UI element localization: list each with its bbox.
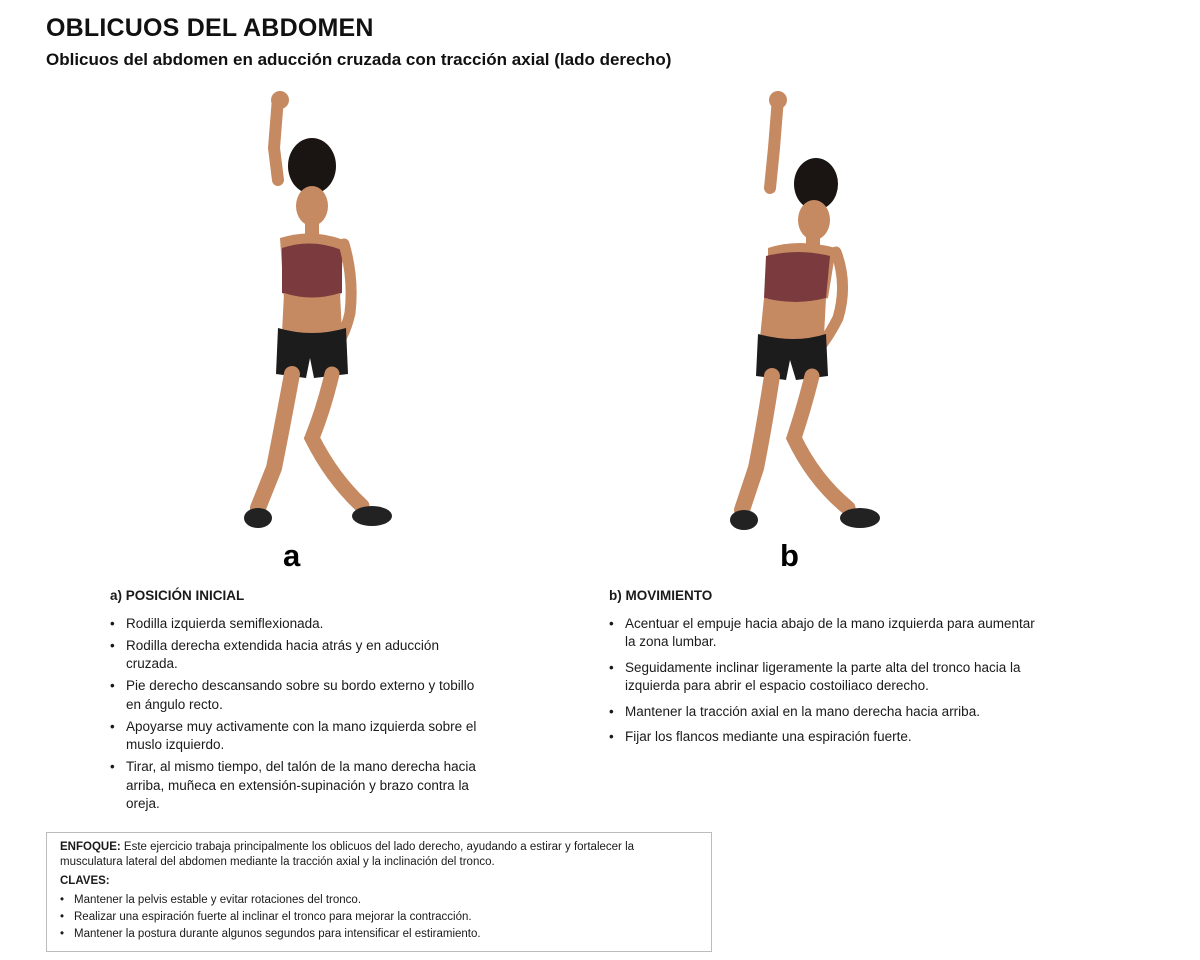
instruction-list	[110, 615, 490, 814]
list-item: • Seguidamente inclinar ligeramente la parte alta del tronco hacia la izquierda para abrir el espacio costoiliaco derecho.	[609, 659, 1039, 696]
list-item: • Mantener la postura durante algunos segundos para intensificar el estiramiento.	[60, 927, 698, 942]
list-item: • Fijar los flancos mediante una espiración fuerte.	[609, 728, 1039, 747]
list-item: • Pie derecho descansando sobre su bordo externo y tobillo en ángulo recto.	[110, 677, 490, 714]
keys-list	[60, 893, 698, 942]
focus-text: Este ejercicio trabaja principalmente los oblicuos del lado derecho, ayudando a estirar y fortalecer la musculatura lateral del abdomen mediante la tracción axial y la inclinación del tronco.	[60, 841, 635, 868]
keys-label: CLAVES:	[60, 875, 110, 887]
list-item: • Mantener la pelvis estable y evitar rotaciones del tronco.	[60, 893, 698, 908]
focus-label: ENFOQUE:	[60, 841, 121, 853]
list-item: • Rodilla derecha extendida hacia atrás y en aducción cruzada.	[110, 637, 490, 674]
list-item: • Acentuar el empuje hacia abajo de la mano izquierda para aumentar la zona lumbar.	[609, 615, 1039, 652]
focus-info-box	[46, 832, 712, 952]
section-heading: b) MOVIMIENTO	[609, 588, 713, 603]
focus-paragraph	[60, 840, 698, 870]
list-item: • Rodilla izquierda semiflexionada.	[110, 615, 490, 634]
page-title: OBLICUOS DEL ABDOMEN	[46, 14, 374, 42]
list-item: • Realizar una espiración fuerte al inclinar el tronco para mejorar la contracción.	[60, 910, 698, 925]
list-item: • Tirar, al mismo tiempo, del talón de la mano derecha hacia arriba, muñeca en extensión-supinación y brazo contra la oreja.	[110, 758, 490, 814]
section-heading: a) POSICIÓN INICIAL	[110, 588, 245, 603]
figure-b-photo	[698, 88, 918, 543]
figure-a-label: a	[283, 538, 301, 573]
figure-b-label: b	[780, 538, 799, 573]
athlete-illustration	[212, 88, 432, 543]
instruction-list	[609, 615, 1039, 747]
figure-a-photo	[212, 88, 432, 543]
section-initial-position	[110, 587, 490, 817]
list-item: • Mantener la tracción axial en la mano derecha hacia arriba.	[609, 703, 1039, 722]
page-subtitle: Oblicuos del abdomen en aducción cruzada con tracción axial (lado derecho)	[46, 50, 672, 69]
athlete-illustration	[698, 88, 918, 543]
list-item: • Apoyarse muy activamente con la mano izquierda sobre el muslo izquierdo.	[110, 718, 490, 755]
section-movement	[609, 587, 1039, 754]
